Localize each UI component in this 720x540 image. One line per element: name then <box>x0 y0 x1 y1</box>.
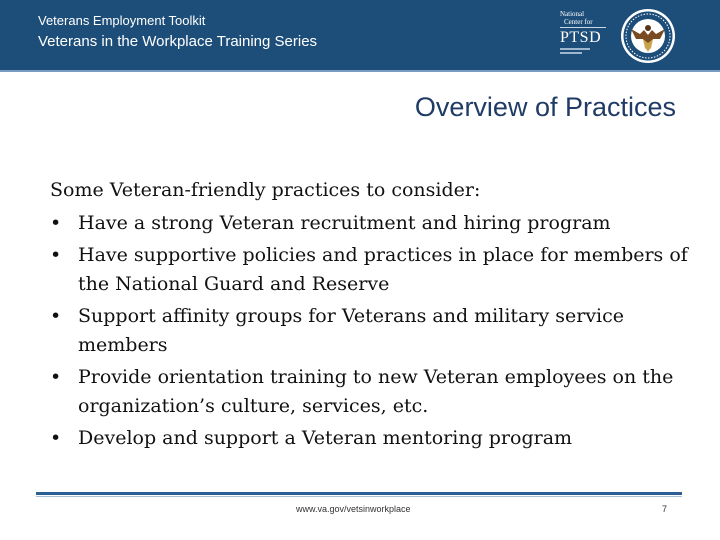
ptsd-logo-fineprint <box>560 48 590 50</box>
list-item <box>50 241 690 299</box>
va-seal-icon <box>620 8 676 64</box>
header-banner <box>0 0 720 70</box>
header-accent-rule <box>0 70 720 72</box>
slide-body <box>50 175 690 453</box>
ptsd-logo-rule <box>560 27 606 28</box>
bullet-text: Have a strong Veteran recruitment and hiring program <box>78 212 611 234</box>
ptsd-logo-fineprint <box>560 52 582 54</box>
footer-rule <box>36 492 682 495</box>
footer-url: www.va.gov/vetsinworkplace <box>296 504 411 514</box>
bullet-icon: • <box>50 244 62 266</box>
bullet-text: Have supportive policies and practices in place for members of the National Guard and Reserve <box>78 244 688 295</box>
bullet-icon: • <box>50 366 62 388</box>
page-number: 7 <box>662 504 668 514</box>
ptsd-logo <box>560 10 610 62</box>
list-item <box>50 209 690 238</box>
bullet-text: Develop and support a Veteran mentoring program <box>78 427 573 449</box>
list-item <box>50 363 690 421</box>
slide-title: Overview of Practices <box>414 92 676 122</box>
list-item <box>50 424 690 453</box>
list-item <box>50 302 690 360</box>
series-subtitle: Veterans in the Workplace Training Series <box>38 33 318 50</box>
practices-list <box>50 209 690 453</box>
ptsd-logo-line2: Center for <box>564 18 593 26</box>
bullet-icon: • <box>50 212 62 234</box>
bullet-icon: • <box>50 427 62 449</box>
toolkit-title: Veterans Employment Toolkit <box>38 13 206 28</box>
bullet-icon: • <box>50 305 62 327</box>
ptsd-logo-line1: National <box>560 10 585 18</box>
ptsd-logo-wordmark: PTSD <box>560 29 602 46</box>
bullet-text: Provide orientation training to new Veteran employees on the organization’s culture, services, etc. <box>78 366 674 417</box>
footer-rule-light <box>36 496 682 497</box>
intro-text: Some Veteran-friendly practices to consider: <box>50 179 481 201</box>
bullet-text: Support affinity groups for Veterans and military service members <box>78 305 625 356</box>
